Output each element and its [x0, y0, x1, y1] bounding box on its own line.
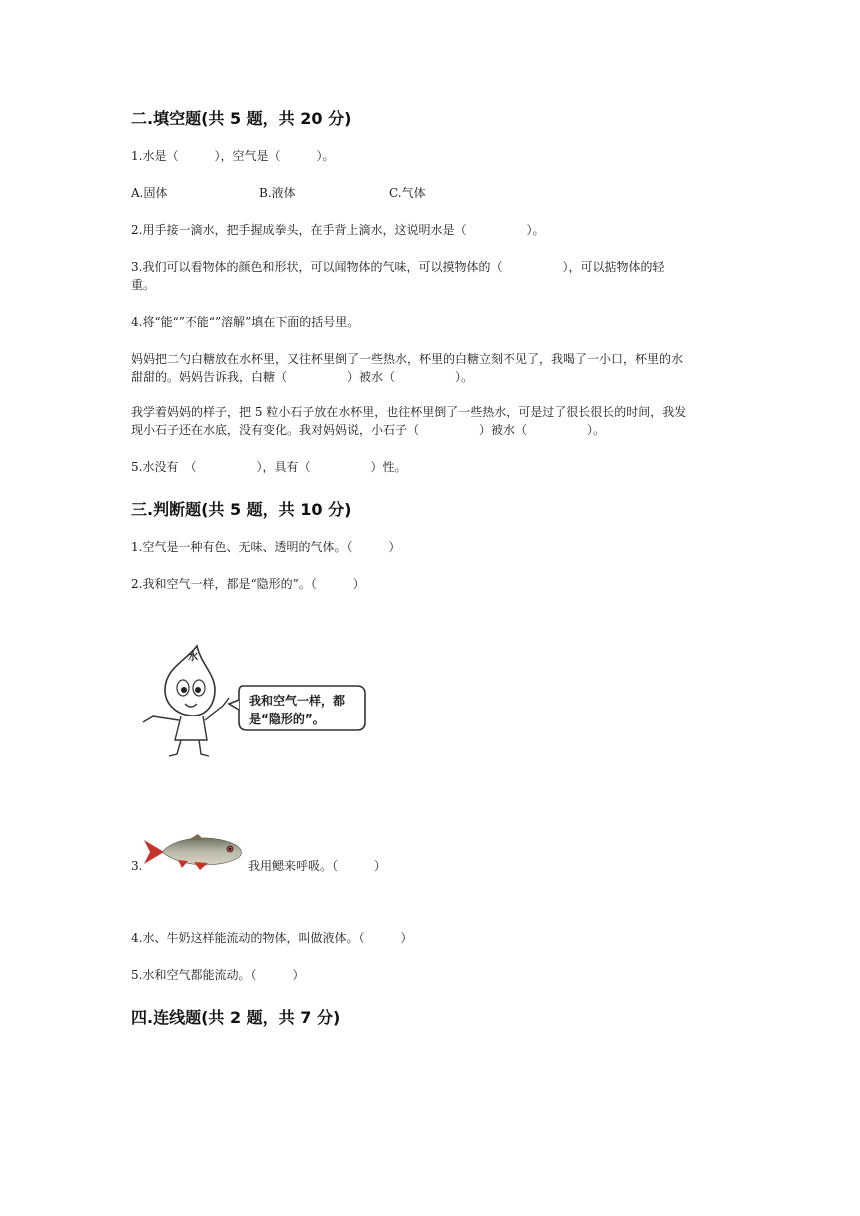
section-heading-match: 四.连线题(共 2 题，共 7 分) [131, 1008, 341, 1027]
cartoon-badge: 水 [188, 652, 198, 663]
fill-question-2: 2.用手接一滴水，把手握成拳头，在手背上滴水，这说明水是（ ）。 [131, 223, 545, 237]
fish-image [142, 832, 246, 872]
water-drop-cartoon [135, 640, 375, 760]
judge-question-1: 1.空气是一种有色、无味、透明的气体。（ ） [131, 540, 401, 554]
fill-question-4-para2-line2: 现小石子还在水底，没有变化。我对妈妈说，小石子（ ）被水（ ）。 [131, 423, 606, 437]
fill-question-4-para1-line1: 妈妈把二勺白糖放在水杯里，又往杯里倒了一些热水，杯里的白糖立刻不见了，我喝了一小口，杯里的水 [131, 352, 684, 366]
judge-question-3-number: 3. [131, 859, 143, 873]
judge-question-4: 4.水、牛奶这样能流动的物体，叫做液体。（ ） [131, 931, 413, 945]
option-b: B.液体 [259, 186, 296, 200]
section-heading-fill: 二.填空题(共 5 题，共 20 分) [131, 109, 352, 128]
fill-question-4-para1-line2: 甜甜的。妈妈告诉我，白糖（ ）被水（ ）。 [131, 370, 474, 384]
judge-question-5: 5.水和空气都能流动。（ ） [131, 968, 305, 982]
fill-question-4: 4.将“能“”不能“”溶解”填在下面的括号里。 [131, 315, 360, 329]
judge-question-2: 2.我和空气一样，都是“隐形的”。（ ） [131, 577, 365, 591]
option-c: C.气体 [389, 186, 426, 200]
section-heading-judge: 三.判断题(共 5 题，共 10 分) [131, 500, 352, 519]
fish-drawing [142, 832, 246, 872]
fill-question-1: 1.水是（ ），空气是（ ）。 [131, 149, 335, 163]
speech-bubble-line2: 是“隐形的”。 [249, 712, 325, 726]
fill-question-3-line1: 3.我们可以看物体的颜色和形状，可以闻物体的气味，可以摸物体的（ ），可以掂物体的轻 [131, 260, 665, 274]
fill-question-5: 5.水没有 （ ），具有（ ）性。 [131, 460, 407, 474]
fill-question-3-line2: 重。 [131, 278, 156, 292]
judge-question-3: 我用鳃来呼吸。（ ） [248, 859, 387, 873]
speech-bubble-line1: 我和空气一样，都 [249, 694, 346, 708]
option-a: A.固体 [131, 186, 168, 200]
fill-question-4-para2-line1: 我学着妈妈的样子，把 5 粒小石子放在水杯里，也往杯里倒了一些热水，可是过了很长很长的时间，我发 [131, 405, 687, 419]
